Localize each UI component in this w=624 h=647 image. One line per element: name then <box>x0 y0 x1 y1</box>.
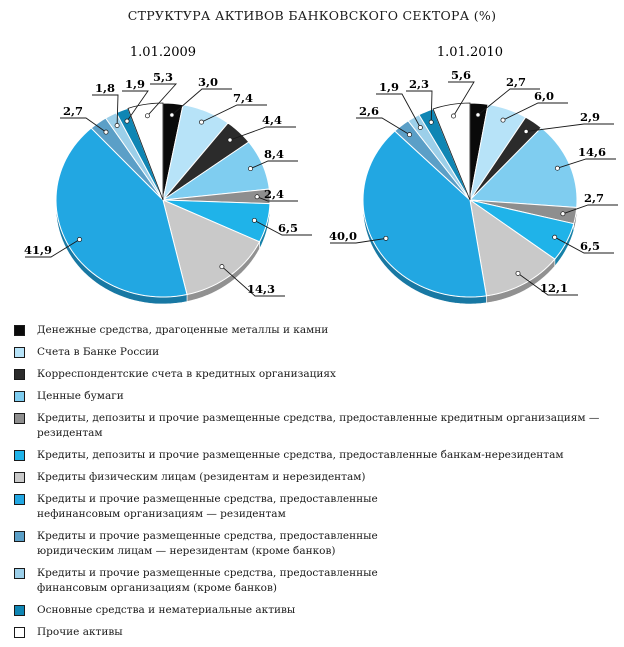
pie-2-value-label-3: 2,9 <box>580 110 600 124</box>
legend-label: Кредиты, депозиты и прочие размещенные средства, предоставленные банкам-нерезидентам <box>37 448 564 463</box>
pie-2-value-label-2: 6,0 <box>534 89 554 103</box>
legend-swatch <box>14 347 25 358</box>
pie-1-marker-2 <box>199 120 203 124</box>
legend-item <box>14 345 620 360</box>
pie-1 <box>24 45 312 304</box>
pie-2-marker-2 <box>501 118 505 122</box>
pie-1-value-label-7: 14,3 <box>247 282 275 296</box>
pie-1-value-label-9: 2,7 <box>63 104 83 118</box>
legend-label: Кредиты, депозиты и прочие размещенные средства, предоставленные кредитным организациям — резидентам <box>37 411 620 441</box>
legend-swatch <box>14 494 25 505</box>
pie-2-marker-1 <box>476 113 480 117</box>
pie-2-value-label-6: 6,5 <box>580 239 600 253</box>
pie-charts <box>0 0 624 320</box>
legend-label: Кредиты и прочие размещенные средства, предоставленные финансовым организациям (кроме банков) <box>37 566 378 596</box>
pie-1-value-label-1: 3,0 <box>198 75 218 89</box>
pie-1-value-label-11: 1,9 <box>125 77 145 91</box>
pie-1-marker-10 <box>115 123 119 127</box>
pie-2-value-label-1: 2,7 <box>506 75 526 89</box>
pie-1-marker-7 <box>220 265 224 269</box>
pie-2-marker-8 <box>384 236 388 240</box>
legend-item <box>14 492 620 522</box>
pie-1-value-label-5: 2,4 <box>264 187 284 201</box>
pie-2-marker-3 <box>524 129 528 133</box>
pie-2-marker-6 <box>553 235 557 239</box>
legend-swatch <box>14 325 25 336</box>
pie-2-year-label: 1.01.2010 <box>437 45 503 60</box>
legend-item <box>14 603 620 618</box>
pie-1-marker-12 <box>145 114 149 118</box>
pie-2-value-label-5: 2,7 <box>584 191 604 205</box>
legend-label: Ценные бумаги <box>37 389 124 404</box>
pie-1-marker-4 <box>248 167 252 171</box>
legend-swatch <box>14 391 25 402</box>
legend-item <box>14 411 620 441</box>
legend-label: Кредиты физическим лицам (резидентам и нерезидентам) <box>37 470 365 485</box>
pie-2-value-label-12: 5,6 <box>451 68 471 82</box>
pie-2-value-label-4: 14,6 <box>578 145 606 159</box>
pie-2-value-label-8: 40,0 <box>329 229 357 243</box>
legend-swatch <box>14 450 25 461</box>
pie-1-value-label-12: 5,3 <box>153 70 173 84</box>
legend-item <box>14 470 620 485</box>
pie-2-marker-11 <box>429 120 433 124</box>
legend <box>14 323 620 647</box>
legend-swatch <box>14 568 25 579</box>
legend-label: Прочие активы <box>37 625 123 640</box>
pie-1-marker-11 <box>125 119 129 123</box>
pie-2-value-label-7: 12,1 <box>540 281 568 295</box>
legend-swatch <box>14 369 25 380</box>
pie-1-marker-1 <box>170 113 174 117</box>
pie-1-marker-6 <box>252 218 256 222</box>
legend-swatch <box>14 413 25 424</box>
legend-label: Основные средства и нематериальные активы <box>37 603 295 618</box>
legend-swatch <box>14 605 25 616</box>
pie-2-value-label-9: 2,6 <box>359 104 379 118</box>
legend-label: Кредиты и прочие размещенные средства, предоставленные юридическим лицам — нерезидентам (кроме банков) <box>37 529 378 559</box>
legend-label: Денежные средства, драгоценные металлы и камни <box>37 323 328 338</box>
pie-1-value-label-6: 6,5 <box>278 221 298 235</box>
legend-item <box>14 367 620 382</box>
legend-item <box>14 389 620 404</box>
legend-item <box>14 566 620 596</box>
pie-2 <box>329 45 618 304</box>
pie-1-marker-5 <box>255 195 259 199</box>
legend-item <box>14 529 620 559</box>
pie-1-value-label-2: 7,4 <box>233 91 253 105</box>
chart-title: СТРУКТУРА АКТИВОВ БАНКОВСКОГО СЕКТОРА (%) <box>0 8 624 23</box>
pie-2-marker-12 <box>451 114 455 118</box>
pie-1-value-label-10: 1,8 <box>95 81 115 95</box>
legend-item <box>14 323 620 338</box>
legend-item <box>14 448 620 463</box>
pie-2-marker-9 <box>407 133 411 137</box>
pie-1-marker-8 <box>77 237 81 241</box>
legend-swatch <box>14 472 25 483</box>
pie-2-marker-4 <box>555 166 559 170</box>
pie-1-value-label-4: 8,4 <box>264 147 284 161</box>
legend-swatch <box>14 531 25 542</box>
legend-label: Счета в Банке России <box>37 345 159 360</box>
pie-1-value-label-8: 41,9 <box>24 243 52 257</box>
legend-item <box>14 625 620 640</box>
legend-label: Корреспондентские счета в кредитных организациях <box>37 367 336 382</box>
pie-1-year-label: 1.01.2009 <box>130 45 196 60</box>
pie-2-marker-7 <box>516 271 520 275</box>
pie-1-marker-9 <box>104 130 108 134</box>
pie-2-value-label-10: 1,9 <box>379 80 399 94</box>
pie-2-marker-5 <box>561 212 565 216</box>
pie-1-value-label-3: 4,4 <box>262 113 282 127</box>
pie-1-marker-3 <box>228 138 232 142</box>
legend-label: Кредиты и прочие размещенные средства, предоставленные нефинансовым организациям — резидентам <box>37 492 378 522</box>
pie-2-value-label-11: 2,3 <box>409 77 429 91</box>
pie-2-marker-10 <box>418 125 422 129</box>
